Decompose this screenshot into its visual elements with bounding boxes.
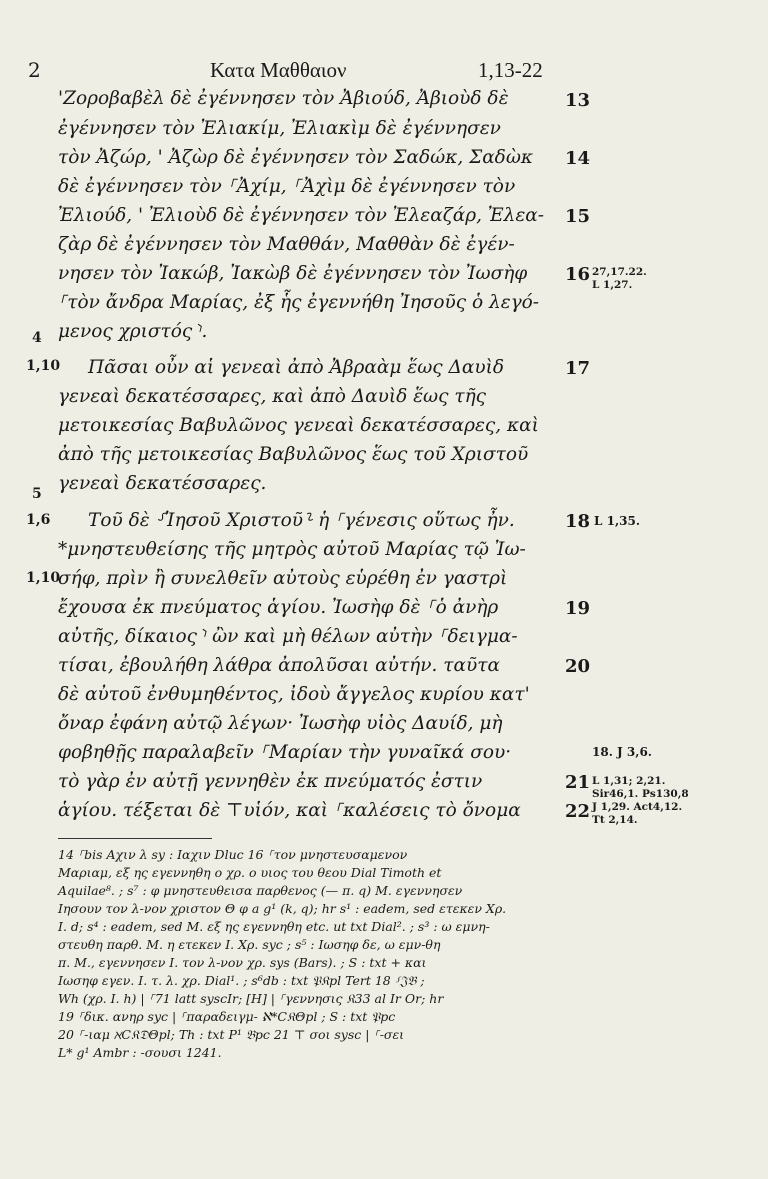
text-line: Ἐλιούδ, ' Ἐλιοὺδ δὲ ἐγέννησεν τὸν Ἐλεαζάρ, Ἐλεα- bbox=[58, 205, 545, 226]
margin-ref: 27,17.22. bbox=[592, 266, 647, 278]
margin-ref: L 1,35. bbox=[594, 514, 641, 528]
text-line: ἀπὸ τῆς μετοικεσίας Βαβυλῶνος ἕως τοῦ Χριστοῦ bbox=[58, 444, 529, 465]
text-line: ἐγέννησεν τὸν Ἐλιακίμ, Ἐλιακὶμ δὲ ἐγέννησεν bbox=[58, 118, 501, 139]
text-line: Πᾶσαι οὖν αἱ γενεαὶ ἀπὸ Ἀβραὰμ ἕως Δαυὶδ bbox=[88, 357, 505, 378]
margin-ref: L 1,27. bbox=[592, 279, 633, 291]
margin-ref: Sir46,1. Ps130,8 bbox=[592, 788, 689, 800]
chapter-verse-reference: 1,13-22 bbox=[478, 58, 543, 82]
text-line: τὸ γὰρ ἐν αὐτῇ γεννηθὲν ἐκ πνεύματός ἐστιν bbox=[58, 771, 483, 792]
apparatus-line: Ιωσηφ εγεν. Ι. τ. λ. χρ. Dial¹. ; s⁶db : txt 𝔓𝔎pl Tert 18 ⸉𝔍𝔅 ; bbox=[58, 973, 425, 988]
verse-number: 19 bbox=[565, 598, 591, 619]
book-title: Κατα Μαθθαιον bbox=[210, 58, 347, 82]
text-line: γενεαὶ δεκατέσσαρες. bbox=[58, 473, 267, 494]
left-mark: 4 bbox=[32, 330, 42, 346]
apparatus-line: 19 ⸀δικ. ανηρ syc | ⸀παραδειγμ- ℵ*C𝔎Θpl ; S : txt 𝔓pc bbox=[58, 1009, 396, 1024]
page-number: 2 bbox=[28, 58, 41, 82]
verse-number: 14 bbox=[565, 148, 591, 169]
margin-ref: Tt 2,14. bbox=[592, 814, 638, 826]
apparatus-line: π. Μ., εγεννησεν Ι. τον λ-νον χρ. sys (Bars). ; S : txt + και bbox=[58, 955, 427, 970]
apparatus-line: Aquilae⁸. ; s⁷ : φ μνηστευθεισα παρθενος (— π. q) Μ. εγεννησεν bbox=[58, 883, 463, 898]
text-line: ἔχουσα ἐκ πνεύματος ἁγίου. Ἰωσὴφ δὲ ⸀ὁ ἀνὴρ bbox=[58, 597, 499, 618]
text-line: 'Ζοροβαβὲλ δὲ ἐγέννησεν τὸν Ἀβιούδ, Ἀβιοὺδ δὲ bbox=[58, 88, 509, 109]
verse-number: 21 bbox=[565, 772, 591, 793]
text-line: ἁγίου. τέξεται δὲ ⊤υἱόν, καὶ ⸀καλέσεις τὸ ὄνομα bbox=[58, 800, 521, 821]
text-line: δὲ αὐτοῦ ἐνθυμηθέντος, ἰδοὺ ἄγγελος κυρίου κατ' bbox=[58, 684, 530, 705]
text-line: αὐτῆς, δίκαιος⸃ ὢν καὶ μὴ θέλων αὐτὴν ⸀δειγμα- bbox=[58, 626, 518, 647]
verse-number: 13 bbox=[565, 90, 591, 111]
left-mark: 1,10 bbox=[26, 358, 61, 374]
text-line: δὲ ἐγέννησεν τὸν ⸀Ἀχίμ, ⸀Ἀχὶμ δὲ ἐγέννησεν τὸν bbox=[58, 176, 516, 197]
margin-ref: 18. J 3,6. bbox=[592, 745, 652, 759]
text-line: μενος χριστός⸃. bbox=[58, 321, 208, 342]
verse-number: 16 bbox=[565, 264, 591, 285]
verse-number: 20 bbox=[565, 656, 591, 677]
left-mark: 1,6 bbox=[26, 512, 51, 528]
left-mark: 1,10 bbox=[26, 570, 61, 586]
left-mark: 5 bbox=[32, 486, 42, 502]
text-line: Τοῦ δὲ ⸉Ἰησοῦ Χριστοῦ⸊ ἡ ⸀γένεσις οὕτως ἦν. bbox=[88, 510, 515, 531]
verse-number: 15 bbox=[565, 206, 591, 227]
apparatus-line: 14 ⸀bis Αχιν λ sy : Ιαχιν Dluc 16 ⸀τον μνηστευσαμενον bbox=[58, 847, 408, 862]
text-line: *μνηστευθείσης τῆς μητρὸς αὐτοῦ Μαρίας τῷ Ἰω- bbox=[58, 539, 526, 560]
text-line: σήφ, πρὶν ἢ συνελθεῖν αὐτοὺς εὑρέθη ἐν γαστρὶ bbox=[58, 568, 508, 589]
margin-ref: J 1,29. Act4,12. bbox=[592, 801, 683, 813]
text-line: ὄναρ ἐφάνη αὐτῷ λέγων· Ἰωσὴφ υἱὸς Δαυίδ, μὴ bbox=[58, 713, 503, 734]
margin-ref: L 1,31; 2,21. bbox=[592, 775, 666, 787]
text-line: γενεαὶ δεκατέσσαρες, καὶ ἀπὸ Δαυὶδ ἕως τῆς bbox=[58, 386, 487, 407]
verse-number: 17 bbox=[565, 358, 591, 379]
text-line: τὸν Ἀζώρ, ' Ἀζὼρ δὲ ἐγέννησεν τὸν Σαδώκ, Σαδὼκ bbox=[58, 147, 534, 168]
verse-number: 22 bbox=[565, 801, 591, 822]
text-line: τίσαι, ἐβουλήθη λάθρα ἀπολῦσαι αὐτήν. ταῦτα bbox=[58, 655, 500, 676]
apparatus-line: L* g¹ Ambr : -σουσι 1241. bbox=[58, 1045, 222, 1060]
text-line: νησεν τὸν Ἰακώβ, Ἰακὼβ δὲ ἐγέννησεν τὸν Ἰωσὴφ bbox=[58, 263, 528, 284]
verse-number: 18 bbox=[565, 511, 591, 532]
text-line: ⸀τὸν ἄνδρα Μαρίας, ἐξ ἧς ἐγεννήθη Ἰησοῦς ὁ λεγό- bbox=[58, 292, 540, 313]
apparatus-divider bbox=[58, 838, 212, 839]
text-line: μετοικεσίας Βαβυλῶνος γενεαὶ δεκατέσσαρες, καὶ bbox=[58, 415, 539, 436]
apparatus-line: στευθη παρθ. Μ. η ετεκεν Ι. Χρ. syc ; s⁵ : Ιωσηφ δε, ω εμν-θη bbox=[58, 937, 441, 952]
text-line: ζὰρ δὲ ἐγέννησεν τὸν Μαθθάν, Μαθθὰν δὲ ἐγέν- bbox=[58, 234, 515, 255]
text-line: φοβηθῇς παραλαβεῖν ⸀Μαρίαν τὴν γυναῖκά σου· bbox=[58, 742, 512, 763]
apparatus-line: 20 ⸀-ιαμ ℵC𝔎𝔇Θpl; Th : txt P¹ 𝔅pc 21 ⊤ σοι sysc | ⸀-σει bbox=[58, 1027, 405, 1042]
apparatus-line: I. d; s⁴ : eadem, sed M. εξ ης εγεννηθη etc. ut txt Dial². ; s³ : ω εμνη- bbox=[58, 919, 490, 934]
apparatus-line: Ιησουν τον λ-νον χριστον Θ φ a g¹ (k, q); hr s¹ : eadem, sed ετεκεν Χρ. bbox=[58, 901, 507, 916]
apparatus-line: Μαριαμ, εξ ης εγεννηθη ο χρ. ο υιος του θεου Dial Timoth et bbox=[58, 865, 442, 880]
apparatus-line: Wh (χρ. Ι. h) | ⸀71 latt syscIr; [H] | ⸀γεννησις 𝔎33 al Ir Or; hr bbox=[58, 991, 444, 1006]
